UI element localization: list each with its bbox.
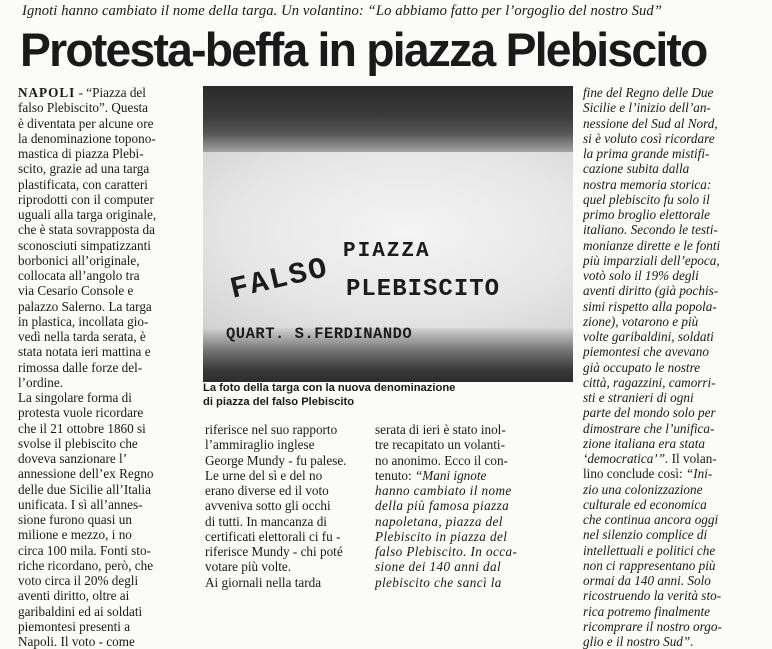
text-span: “Ini- <box>685 466 713 482</box>
text-line: napoletana, piazza del <box>375 513 503 529</box>
text-line: rica potremo finalmente <box>583 603 710 619</box>
text-line: collocata all’angolo tra <box>18 268 140 283</box>
sign-text-plebiscito: PLEBISCITO <box>346 276 501 303</box>
text-line: delle due Sicilie all’Italia <box>18 481 151 497</box>
text-line: parte del mondo solo per <box>583 405 716 421</box>
text-line: via Cesario Console e <box>18 283 134 299</box>
text-line: più imparziali dell’epoca, <box>583 252 720 268</box>
text-line: scito, grazie ad una targa <box>18 161 150 177</box>
text-line: sti e stranieri di ogni <box>583 390 694 405</box>
text-span: lino conclude così: <box>583 466 686 482</box>
text-line: riferisce nel suo rapporto <box>205 422 338 437</box>
text-line: unificata. I sì all’annes- <box>18 496 143 512</box>
text-line: uguali alla targa originale, <box>18 207 157 222</box>
text-line: garibaldini ed ai soldati <box>18 603 143 619</box>
text-line: sconosciuti simpatizzanti <box>18 237 151 253</box>
text-line: falso Plebiscito”. Questa <box>18 100 149 116</box>
text-line: sione dei 140 anni dal <box>375 559 502 575</box>
text-line: ormai da 140 anni. Solo <box>583 573 711 588</box>
text-line: tre recapitato un volanti- <box>375 437 505 453</box>
text-line <box>583 451 768 466</box>
text-line: nessione del Sud al Nord, <box>583 115 718 131</box>
text-line: piemontesi presenti a <box>18 618 131 634</box>
text-span: - “Piazza del <box>75 85 146 100</box>
sign-text-piazza: PIAZZA <box>343 240 431 263</box>
text-line: plebiscito che sancì la <box>375 574 502 590</box>
text-line: circa 100 mila. Fonti sto- <box>18 542 151 558</box>
text-line: Le urne del sì e del no <box>205 467 323 483</box>
text-line: intellettuali e politici che <box>583 542 716 558</box>
text-line: in plastica, incollata gio- <box>18 313 149 329</box>
photo-caption <box>203 382 573 409</box>
text-line: che è stata sovrapposta da <box>18 222 155 238</box>
text-span: Il volan- <box>668 451 717 466</box>
article-column-2 <box>205 422 373 590</box>
text-line: italiano. Secondo le testi- <box>583 222 718 238</box>
text-line: aventi diritto (già pochis- <box>583 283 719 299</box>
text-line: nostra memoria storica: <box>583 176 712 192</box>
text-line <box>583 466 768 481</box>
text-line <box>18 85 193 100</box>
text-line: hanno cambiato il nome <box>375 483 512 498</box>
text-line: zione), votarono e più <box>583 313 699 329</box>
text-line: dimostrare che l’unifica- <box>583 420 715 436</box>
article-column-4 <box>583 85 768 649</box>
text-line: certificati elettorali ci fu - <box>205 528 341 544</box>
article-headline: Protesta-beffa in piazza Plebiscito <box>20 23 707 76</box>
text-line: è diventata per alcune ore <box>18 115 154 131</box>
text-span: tenuto: <box>375 467 415 483</box>
text-line: serata di ieri è stato inol- <box>375 422 506 437</box>
text-line: l’ammiraglio inglese <box>205 437 315 453</box>
text-line: riprodotti con il computer <box>18 191 154 207</box>
text-line: si è voluto così ricordare <box>583 130 715 146</box>
text-line: doveva sanzionare l’ <box>18 451 128 466</box>
text-line: Ai giornali nella tarda <box>205 574 322 590</box>
text-line: mastica di piazza Plebi- <box>18 146 144 161</box>
text-line: culturale ed economica <box>583 496 707 512</box>
text-line: nel silenzio complice di <box>583 527 708 543</box>
text-line: palazzo Salerno. La targa <box>18 298 152 314</box>
text-line: George Mundy - fu palese. <box>205 452 347 468</box>
text-span: “Mani ignote <box>414 467 487 483</box>
text-line: ricostruendo la verità sto- <box>583 588 722 604</box>
text-line: cazione subita dalla <box>583 161 690 177</box>
text-span: NAPOLI <box>18 85 76 100</box>
text-line: città, ragazzini, camorri- <box>583 374 716 390</box>
text-line: Napoli. Il voto - come <box>18 634 135 649</box>
text-line: vedì nella tarda serata, è <box>18 329 146 344</box>
text-line: la denominazione topono- <box>18 130 156 146</box>
text-line: votò solo il 19% degli <box>583 268 699 283</box>
text-line: fine del Regno delle Due <box>583 85 714 100</box>
text-line: riferisce Mundy - chi poté <box>205 544 343 559</box>
text-line: avveniva sotto gli occhi <box>205 498 331 514</box>
text-line: piemontesi che avevano <box>583 344 709 360</box>
text-line: no anonimo. Ecco il con- <box>375 452 508 468</box>
text-line: Plebiscito in piazza del <box>375 528 508 544</box>
text-line: La foto della targa con la nuova denominazione <box>203 382 456 394</box>
text-line: falso Plebiscito. In occa- <box>375 544 518 559</box>
text-line: voto circa il 20% degli <box>18 573 139 588</box>
text-line: volte garibaldini, soldati <box>583 329 714 344</box>
text-line: sione furono quasi un <box>18 512 132 527</box>
text-line: già occupato le nostre <box>583 359 701 375</box>
text-line: Sicilie e l’inizio dell’an- <box>583 100 711 116</box>
sign-text-falso: FALSO <box>227 251 333 308</box>
text-line: non ci rappresentano più <box>583 557 716 573</box>
sign-text-quartiere: QUART. S.FERDINANDO <box>226 325 413 343</box>
article-kicker: Ignoti hanno cambiato il nome della targa. Un volantino: “Lo abbiamo fatto per l’orgoglio del nostro Sud” <box>22 3 663 19</box>
text-line: zione italiana era stata <box>583 435 705 451</box>
text-line: ricomprare il nostro orgo- <box>583 618 722 634</box>
text-line: glio e il nostro Sud”. <box>583 634 694 649</box>
article-column-3 <box>375 422 570 590</box>
text-line: La singolare forma di <box>18 390 132 405</box>
text-line: di piazza del falso Plebiscito <box>203 395 355 408</box>
text-line: la prima grande mistifi- <box>583 146 710 161</box>
text-line: votare più volte. <box>205 559 292 575</box>
text-line: della più famosa piazza <box>375 498 510 514</box>
text-line: che continua ancora oggi <box>583 512 719 527</box>
text-line: di tutti. In mancanza di <box>205 513 327 529</box>
text-span: ‘democratica’”. <box>583 451 669 466</box>
plastic-sign-plate <box>203 152 573 343</box>
text-line: stata notata ieri mattina e <box>18 344 151 360</box>
street-sign-photo <box>203 86 573 382</box>
text-line: che il 21 ottobre 1860 si <box>18 420 146 436</box>
text-line: milione e mezzo, i no <box>18 527 132 543</box>
text-line: rimossa dalle forze del- <box>18 359 143 375</box>
text-line: svolse il plebiscito che <box>18 435 138 451</box>
text-line: primo broglio elettorale <box>583 207 710 222</box>
text-line: l’ordine. <box>18 374 64 390</box>
text-line: erano diverse ed il voto <box>205 483 329 498</box>
text-line: protesta vuole ricordare <box>18 405 144 421</box>
text-line: borbonici all’originale, <box>18 252 140 268</box>
text-line <box>375 468 570 483</box>
text-line: simi rispetto alla popola- <box>583 298 717 314</box>
text-line: zio una colonizzazione <box>583 481 703 497</box>
article-column-1 <box>18 85 193 649</box>
text-line: quel plebiscito fu solo il <box>583 191 710 207</box>
text-line: plastificata, con caratteri <box>18 176 148 192</box>
text-line: monianze dirette e le fonti <box>583 237 721 253</box>
text-line: annessione dell’ex Regno <box>18 466 154 482</box>
text-line: aventi diritto, oltre ai <box>18 588 130 604</box>
text-line: riche ricordano, però, che <box>18 557 154 573</box>
